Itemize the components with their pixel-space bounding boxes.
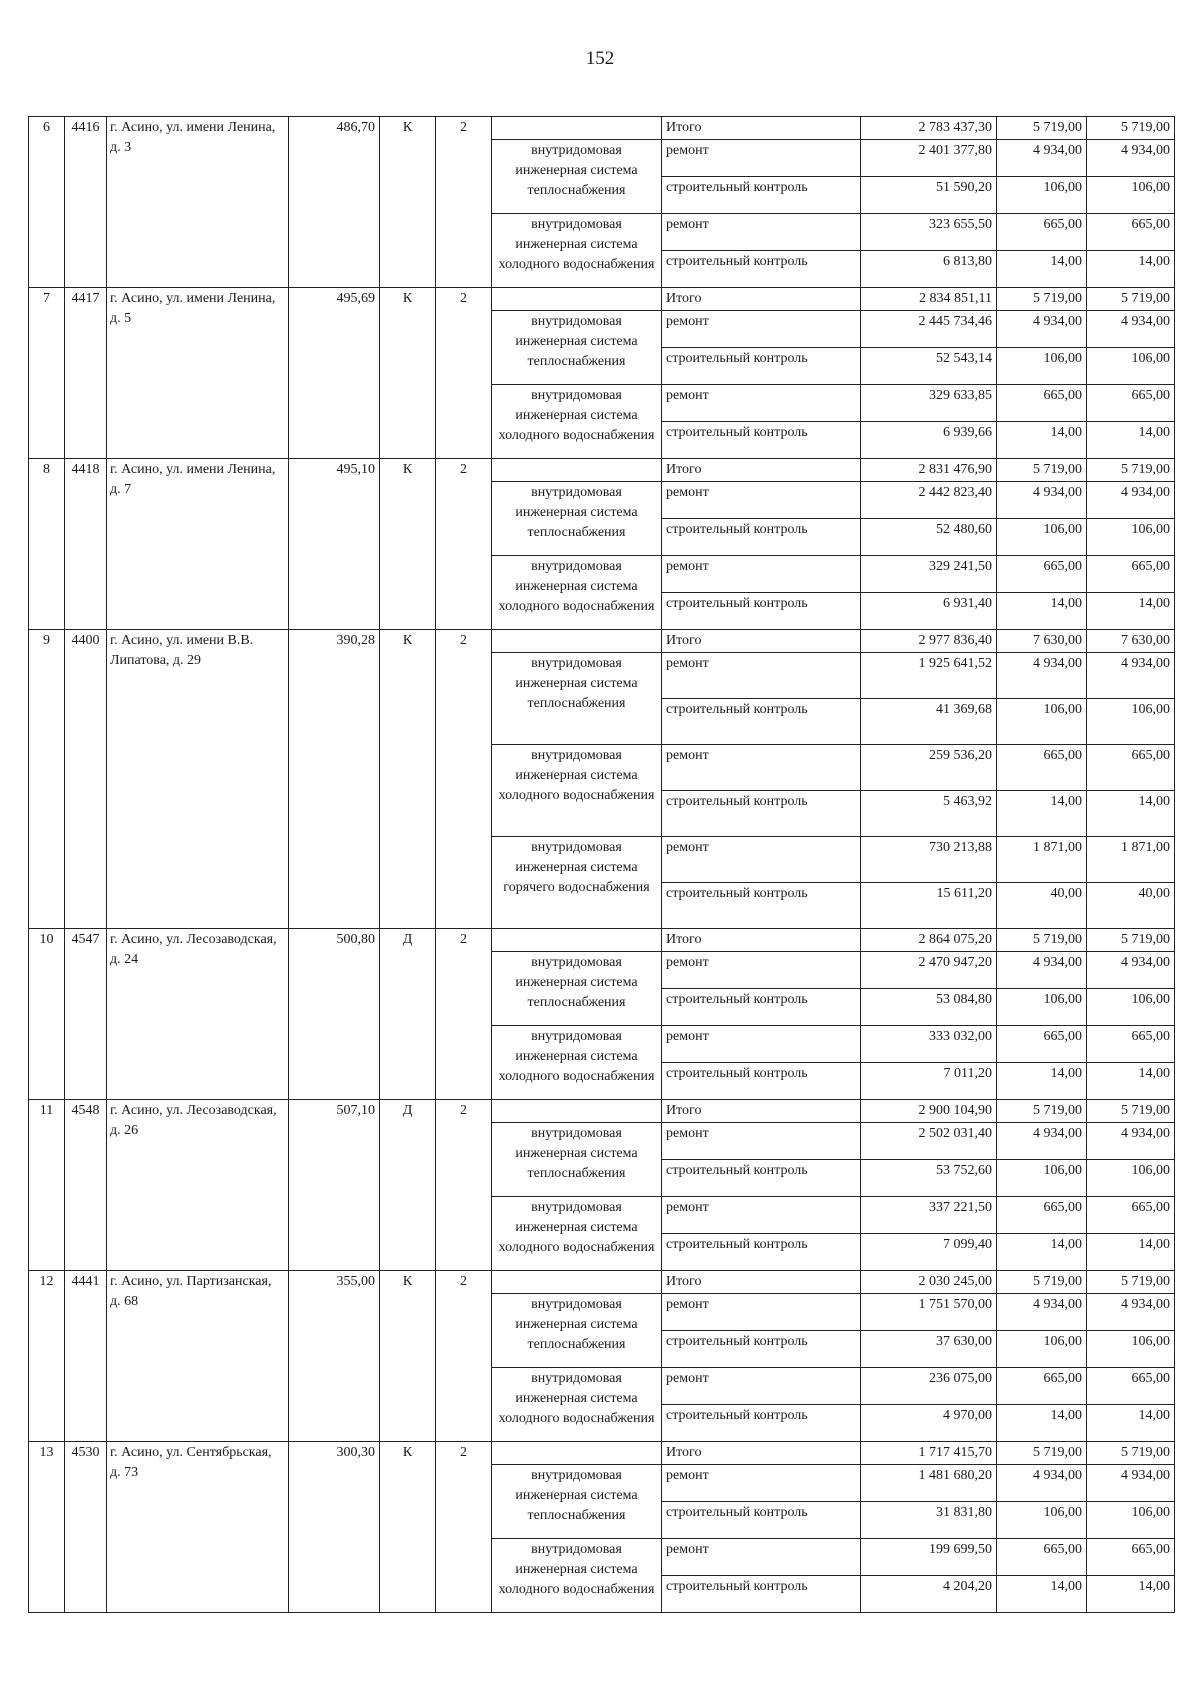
work-value-2: 14,00 (1087, 593, 1175, 630)
work-cost: 337 221,50 (861, 1197, 997, 1234)
work-value-2: 665,00 (1087, 1197, 1175, 1234)
work-value-1: 665,00 (997, 214, 1087, 251)
object-code: 4400 (65, 630, 107, 929)
system-name: внутридомовая инженерная система теплоснабжения (492, 1294, 662, 1368)
total-value-1: 5 719,00 (997, 459, 1087, 482)
total-cost: 1 717 415,70 (861, 1442, 997, 1465)
work-value-2: 665,00 (1087, 556, 1175, 593)
object-code: 4548 (65, 1100, 107, 1271)
object-floors: 2 (436, 288, 492, 459)
system-name: внутридомовая инженерная система холодного водоснабжения (492, 745, 662, 837)
work-cost: 259 536,20 (861, 745, 997, 791)
object-type: Д (380, 929, 436, 1100)
object-floors: 2 (436, 1100, 492, 1271)
system-name: внутридомовая инженерная система теплоснабжения (492, 1465, 662, 1539)
work-label: строительный контроль (662, 1405, 861, 1442)
work-cost: 4 970,00 (861, 1405, 997, 1442)
system-name: внутридомовая инженерная система холодного водоснабжения (492, 1368, 662, 1442)
work-value-2: 14,00 (1087, 251, 1175, 288)
total-cost: 2 977 836,40 (861, 630, 997, 653)
system-name: внутридомовая инженерная система холодного водоснабжения (492, 1539, 662, 1613)
work-value-1: 4 934,00 (997, 140, 1087, 177)
work-value-2: 4 934,00 (1087, 311, 1175, 348)
object-address: г. Асино, ул. имени Ленина, д. 5 (107, 288, 289, 459)
work-label: строительный контроль (662, 791, 861, 837)
system-name: внутридомовая инженерная система холодного водоснабжения (492, 385, 662, 459)
object-floors: 2 (436, 630, 492, 929)
work-label: ремонт (662, 1368, 861, 1405)
work-value-2: 14,00 (1087, 1234, 1175, 1271)
object-type: Д (380, 1100, 436, 1271)
work-value-1: 14,00 (997, 1234, 1087, 1271)
work-value-2: 4 934,00 (1087, 952, 1175, 989)
object-type: К (380, 288, 436, 459)
total-cost: 2 864 075,20 (861, 929, 997, 952)
work-cost: 7 099,40 (861, 1234, 997, 1271)
work-value-2: 665,00 (1087, 385, 1175, 422)
work-value-2: 665,00 (1087, 745, 1175, 791)
work-value-1: 4 934,00 (997, 482, 1087, 519)
object-address: г. Асино, ул. имени В.В. Липатова, д. 29 (107, 630, 289, 929)
work-label: строительный контроль (662, 251, 861, 288)
work-cost: 52 543,14 (861, 348, 997, 385)
total-label: Итого (662, 1271, 861, 1294)
work-value-2: 14,00 (1087, 1063, 1175, 1100)
table-row (29, 1100, 1175, 1123)
row-number: 11 (29, 1100, 65, 1271)
table-row (29, 288, 1175, 311)
work-cost: 1 481 680,20 (861, 1465, 997, 1502)
work-label: ремонт (662, 140, 861, 177)
system-name: внутридомовая инженерная система теплоснабжения (492, 311, 662, 385)
work-label: строительный контроль (662, 699, 861, 745)
work-value-2: 106,00 (1087, 348, 1175, 385)
work-label: строительный контроль (662, 1063, 861, 1100)
work-value-1: 1 871,00 (997, 837, 1087, 883)
work-value-2: 4 934,00 (1087, 1123, 1175, 1160)
system-name: внутридомовая инженерная система теплоснабжения (492, 1123, 662, 1197)
work-value-1: 106,00 (997, 1331, 1087, 1368)
work-label: строительный контроль (662, 422, 861, 459)
total-value-1: 5 719,00 (997, 1100, 1087, 1123)
table-row (29, 1442, 1175, 1465)
total-value-1: 5 719,00 (997, 1271, 1087, 1294)
object-address: г. Асино, ул. Лесозаводская, д. 26 (107, 1100, 289, 1271)
total-cost: 2 783 437,30 (861, 117, 997, 140)
object-code: 4530 (65, 1442, 107, 1613)
work-cost: 4 204,20 (861, 1576, 997, 1613)
object-area: 390,28 (289, 630, 380, 929)
total-system-cell (492, 1100, 662, 1123)
total-cost: 2 834 851,11 (861, 288, 997, 311)
work-cost: 730 213,88 (861, 837, 997, 883)
work-label: строительный контроль (662, 989, 861, 1026)
object-address: г. Асино, ул. Партизанская, д. 68 (107, 1271, 289, 1442)
system-name: внутридомовая инженерная система теплоснабжения (492, 653, 662, 745)
work-label: строительный контроль (662, 883, 861, 929)
row-number: 6 (29, 117, 65, 288)
work-value-2: 4 934,00 (1087, 482, 1175, 519)
object-area: 300,30 (289, 1442, 380, 1613)
object-area: 495,10 (289, 459, 380, 630)
work-value-1: 665,00 (997, 1368, 1087, 1405)
system-name: внутридомовая инженерная система холодного водоснабжения (492, 1026, 662, 1100)
work-cost: 1 751 570,00 (861, 1294, 997, 1331)
total-label: Итого (662, 459, 861, 482)
work-value-2: 14,00 (1087, 1576, 1175, 1613)
work-value-2: 4 934,00 (1087, 1465, 1175, 1502)
work-cost: 41 369,68 (861, 699, 997, 745)
work-value-2: 4 934,00 (1087, 1294, 1175, 1331)
row-number: 9 (29, 630, 65, 929)
work-cost: 6 813,80 (861, 251, 997, 288)
row-number: 8 (29, 459, 65, 630)
object-address: г. Асино, ул. Сентябрьская, д. 73 (107, 1442, 289, 1613)
total-system-cell (492, 1271, 662, 1294)
work-value-1: 14,00 (997, 593, 1087, 630)
object-code: 4416 (65, 117, 107, 288)
total-value-2: 5 719,00 (1087, 1271, 1175, 1294)
work-value-1: 14,00 (997, 1063, 1087, 1100)
table-body (29, 117, 1175, 1613)
total-value-2: 5 719,00 (1087, 459, 1175, 482)
object-address: г. Асино, ул. Лесозаводская, д. 24 (107, 929, 289, 1100)
work-cost: 333 032,00 (861, 1026, 997, 1063)
work-cost: 7 011,20 (861, 1063, 997, 1100)
work-label: ремонт (662, 311, 861, 348)
total-value-1: 5 719,00 (997, 288, 1087, 311)
object-floors: 2 (436, 1271, 492, 1442)
work-label: строительный контроль (662, 1160, 861, 1197)
works-table (28, 116, 1175, 1613)
total-value-1: 7 630,00 (997, 630, 1087, 653)
work-label: ремонт (662, 556, 861, 593)
work-value-1: 14,00 (997, 251, 1087, 288)
total-cost: 2 831 476,90 (861, 459, 997, 482)
work-cost: 37 630,00 (861, 1331, 997, 1368)
total-value-2: 5 719,00 (1087, 929, 1175, 952)
work-value-1: 4 934,00 (997, 1123, 1087, 1160)
work-cost: 2 445 734,46 (861, 311, 997, 348)
work-cost: 6 939,66 (861, 422, 997, 459)
total-value-2: 5 719,00 (1087, 288, 1175, 311)
work-value-1: 665,00 (997, 385, 1087, 422)
work-cost: 329 633,85 (861, 385, 997, 422)
work-value-2: 665,00 (1087, 1026, 1175, 1063)
work-label: ремонт (662, 952, 861, 989)
work-label: ремонт (662, 837, 861, 883)
object-code: 4547 (65, 929, 107, 1100)
work-value-1: 106,00 (997, 348, 1087, 385)
work-value-2: 4 934,00 (1087, 653, 1175, 699)
work-value-2: 106,00 (1087, 699, 1175, 745)
work-value-1: 14,00 (997, 791, 1087, 837)
object-address: г. Асино, ул. имени Ленина, д. 7 (107, 459, 289, 630)
work-label: ремонт (662, 1294, 861, 1331)
total-label: Итого (662, 117, 861, 140)
work-label: ремонт (662, 482, 861, 519)
work-cost: 31 831,80 (861, 1502, 997, 1539)
total-label: Итого (662, 630, 861, 653)
work-label: строительный контроль (662, 1502, 861, 1539)
system-name: внутридомовая инженерная система горячего водоснабжения (492, 837, 662, 929)
object-area: 486,70 (289, 117, 380, 288)
work-value-1: 14,00 (997, 1576, 1087, 1613)
work-value-1: 106,00 (997, 177, 1087, 214)
total-label: Итого (662, 1100, 861, 1123)
work-cost: 199 699,50 (861, 1539, 997, 1576)
work-cost: 2 442 823,40 (861, 482, 997, 519)
work-value-1: 665,00 (997, 556, 1087, 593)
work-cost: 5 463,92 (861, 791, 997, 837)
work-label: строительный контроль (662, 1234, 861, 1271)
work-cost: 1 925 641,52 (861, 653, 997, 699)
work-value-1: 665,00 (997, 1197, 1087, 1234)
total-system-cell (492, 1442, 662, 1465)
work-cost: 2 470 947,20 (861, 952, 997, 989)
work-label: строительный контроль (662, 1331, 861, 1368)
object-code: 4418 (65, 459, 107, 630)
total-system-cell (492, 117, 662, 140)
total-system-cell (492, 630, 662, 653)
system-name: внутридомовая инженерная система теплоснабжения (492, 952, 662, 1026)
work-value-2: 40,00 (1087, 883, 1175, 929)
work-value-1: 40,00 (997, 883, 1087, 929)
object-type: К (380, 630, 436, 929)
work-cost: 53 752,60 (861, 1160, 997, 1197)
table-row (29, 1271, 1175, 1294)
work-cost: 15 611,20 (861, 883, 997, 929)
total-system-cell (492, 929, 662, 952)
work-value-1: 4 934,00 (997, 952, 1087, 989)
object-floors: 2 (436, 1442, 492, 1613)
work-value-1: 14,00 (997, 1405, 1087, 1442)
page-number: 152 (585, 48, 615, 69)
work-label: ремонт (662, 1026, 861, 1063)
total-cost: 2 030 245,00 (861, 1271, 997, 1294)
work-value-2: 14,00 (1087, 1405, 1175, 1442)
work-label: ремонт (662, 653, 861, 699)
work-label: строительный контроль (662, 593, 861, 630)
object-type: К (380, 1271, 436, 1442)
work-value-1: 665,00 (997, 745, 1087, 791)
object-code: 4417 (65, 288, 107, 459)
system-name: внутридомовая инженерная система теплоснабжения (492, 140, 662, 214)
table-row (29, 117, 1175, 140)
work-label: строительный контроль (662, 519, 861, 556)
total-value-2: 7 630,00 (1087, 630, 1175, 653)
total-label: Итого (662, 288, 861, 311)
work-cost: 2 401 377,80 (861, 140, 997, 177)
total-value-1: 5 719,00 (997, 1442, 1087, 1465)
work-value-1: 4 934,00 (997, 311, 1087, 348)
total-value-2: 5 719,00 (1087, 1442, 1175, 1465)
work-label: ремонт (662, 745, 861, 791)
total-value-1: 5 719,00 (997, 929, 1087, 952)
work-value-1: 665,00 (997, 1539, 1087, 1576)
table-row (29, 929, 1175, 952)
object-address: г. Асино, ул. имени Ленина, д. 3 (107, 117, 289, 288)
object-area: 495,69 (289, 288, 380, 459)
work-value-1: 106,00 (997, 1502, 1087, 1539)
work-cost: 52 480,60 (861, 519, 997, 556)
object-floors: 2 (436, 929, 492, 1100)
total-system-cell (492, 288, 662, 311)
work-label: ремонт (662, 214, 861, 251)
work-cost: 53 084,80 (861, 989, 997, 1026)
work-label: ремонт (662, 1197, 861, 1234)
work-label: ремонт (662, 1123, 861, 1160)
row-number: 10 (29, 929, 65, 1100)
work-label: ремонт (662, 1465, 861, 1502)
work-label: строительный контроль (662, 1576, 861, 1613)
work-label: строительный контроль (662, 348, 861, 385)
work-value-2: 665,00 (1087, 1539, 1175, 1576)
work-value-1: 665,00 (997, 1026, 1087, 1063)
system-name: внутридомовая инженерная система теплоснабжения (492, 482, 662, 556)
row-number: 13 (29, 1442, 65, 1613)
work-cost: 51 590,20 (861, 177, 997, 214)
object-area: 507,10 (289, 1100, 380, 1271)
work-cost: 6 931,40 (861, 593, 997, 630)
work-value-2: 106,00 (1087, 989, 1175, 1026)
total-label: Итого (662, 929, 861, 952)
object-type: К (380, 1442, 436, 1613)
work-value-1: 106,00 (997, 1160, 1087, 1197)
work-label: ремонт (662, 1539, 861, 1576)
work-value-2: 1 871,00 (1087, 837, 1175, 883)
total-label: Итого (662, 1442, 861, 1465)
total-system-cell (492, 459, 662, 482)
table-row (29, 459, 1175, 482)
work-cost: 329 241,50 (861, 556, 997, 593)
work-value-2: 106,00 (1087, 177, 1175, 214)
object-type: К (380, 459, 436, 630)
work-cost: 2 502 031,40 (861, 1123, 997, 1160)
work-value-2: 106,00 (1087, 1331, 1175, 1368)
total-value-1: 5 719,00 (997, 117, 1087, 140)
work-label: ремонт (662, 385, 861, 422)
system-name: внутридомовая инженерная система холодного водоснабжения (492, 214, 662, 288)
work-value-2: 4 934,00 (1087, 140, 1175, 177)
work-cost: 236 075,00 (861, 1368, 997, 1405)
work-label: строительный контроль (662, 177, 861, 214)
total-value-2: 5 719,00 (1087, 117, 1175, 140)
object-code: 4441 (65, 1271, 107, 1442)
work-value-1: 106,00 (997, 699, 1087, 745)
work-value-2: 665,00 (1087, 1368, 1175, 1405)
row-number: 7 (29, 288, 65, 459)
total-value-2: 5 719,00 (1087, 1100, 1175, 1123)
work-value-2: 14,00 (1087, 422, 1175, 459)
object-area: 355,00 (289, 1271, 380, 1442)
work-value-2: 106,00 (1087, 1160, 1175, 1197)
system-name: внутридомовая инженерная система холодного водоснабжения (492, 556, 662, 630)
work-value-1: 4 934,00 (997, 1294, 1087, 1331)
work-cost: 323 655,50 (861, 214, 997, 251)
work-value-1: 106,00 (997, 989, 1087, 1026)
object-type: К (380, 117, 436, 288)
work-value-1: 106,00 (997, 519, 1087, 556)
row-number: 12 (29, 1271, 65, 1442)
object-floors: 2 (436, 459, 492, 630)
work-value-1: 4 934,00 (997, 1465, 1087, 1502)
object-floors: 2 (436, 117, 492, 288)
work-value-1: 4 934,00 (997, 653, 1087, 699)
work-value-2: 106,00 (1087, 1502, 1175, 1539)
work-value-2: 665,00 (1087, 214, 1175, 251)
system-name: внутридомовая инженерная система холодного водоснабжения (492, 1197, 662, 1271)
work-value-2: 14,00 (1087, 791, 1175, 837)
total-cost: 2 900 104,90 (861, 1100, 997, 1123)
work-value-2: 106,00 (1087, 519, 1175, 556)
work-value-1: 14,00 (997, 422, 1087, 459)
table-row (29, 630, 1175, 653)
object-area: 500,80 (289, 929, 380, 1100)
